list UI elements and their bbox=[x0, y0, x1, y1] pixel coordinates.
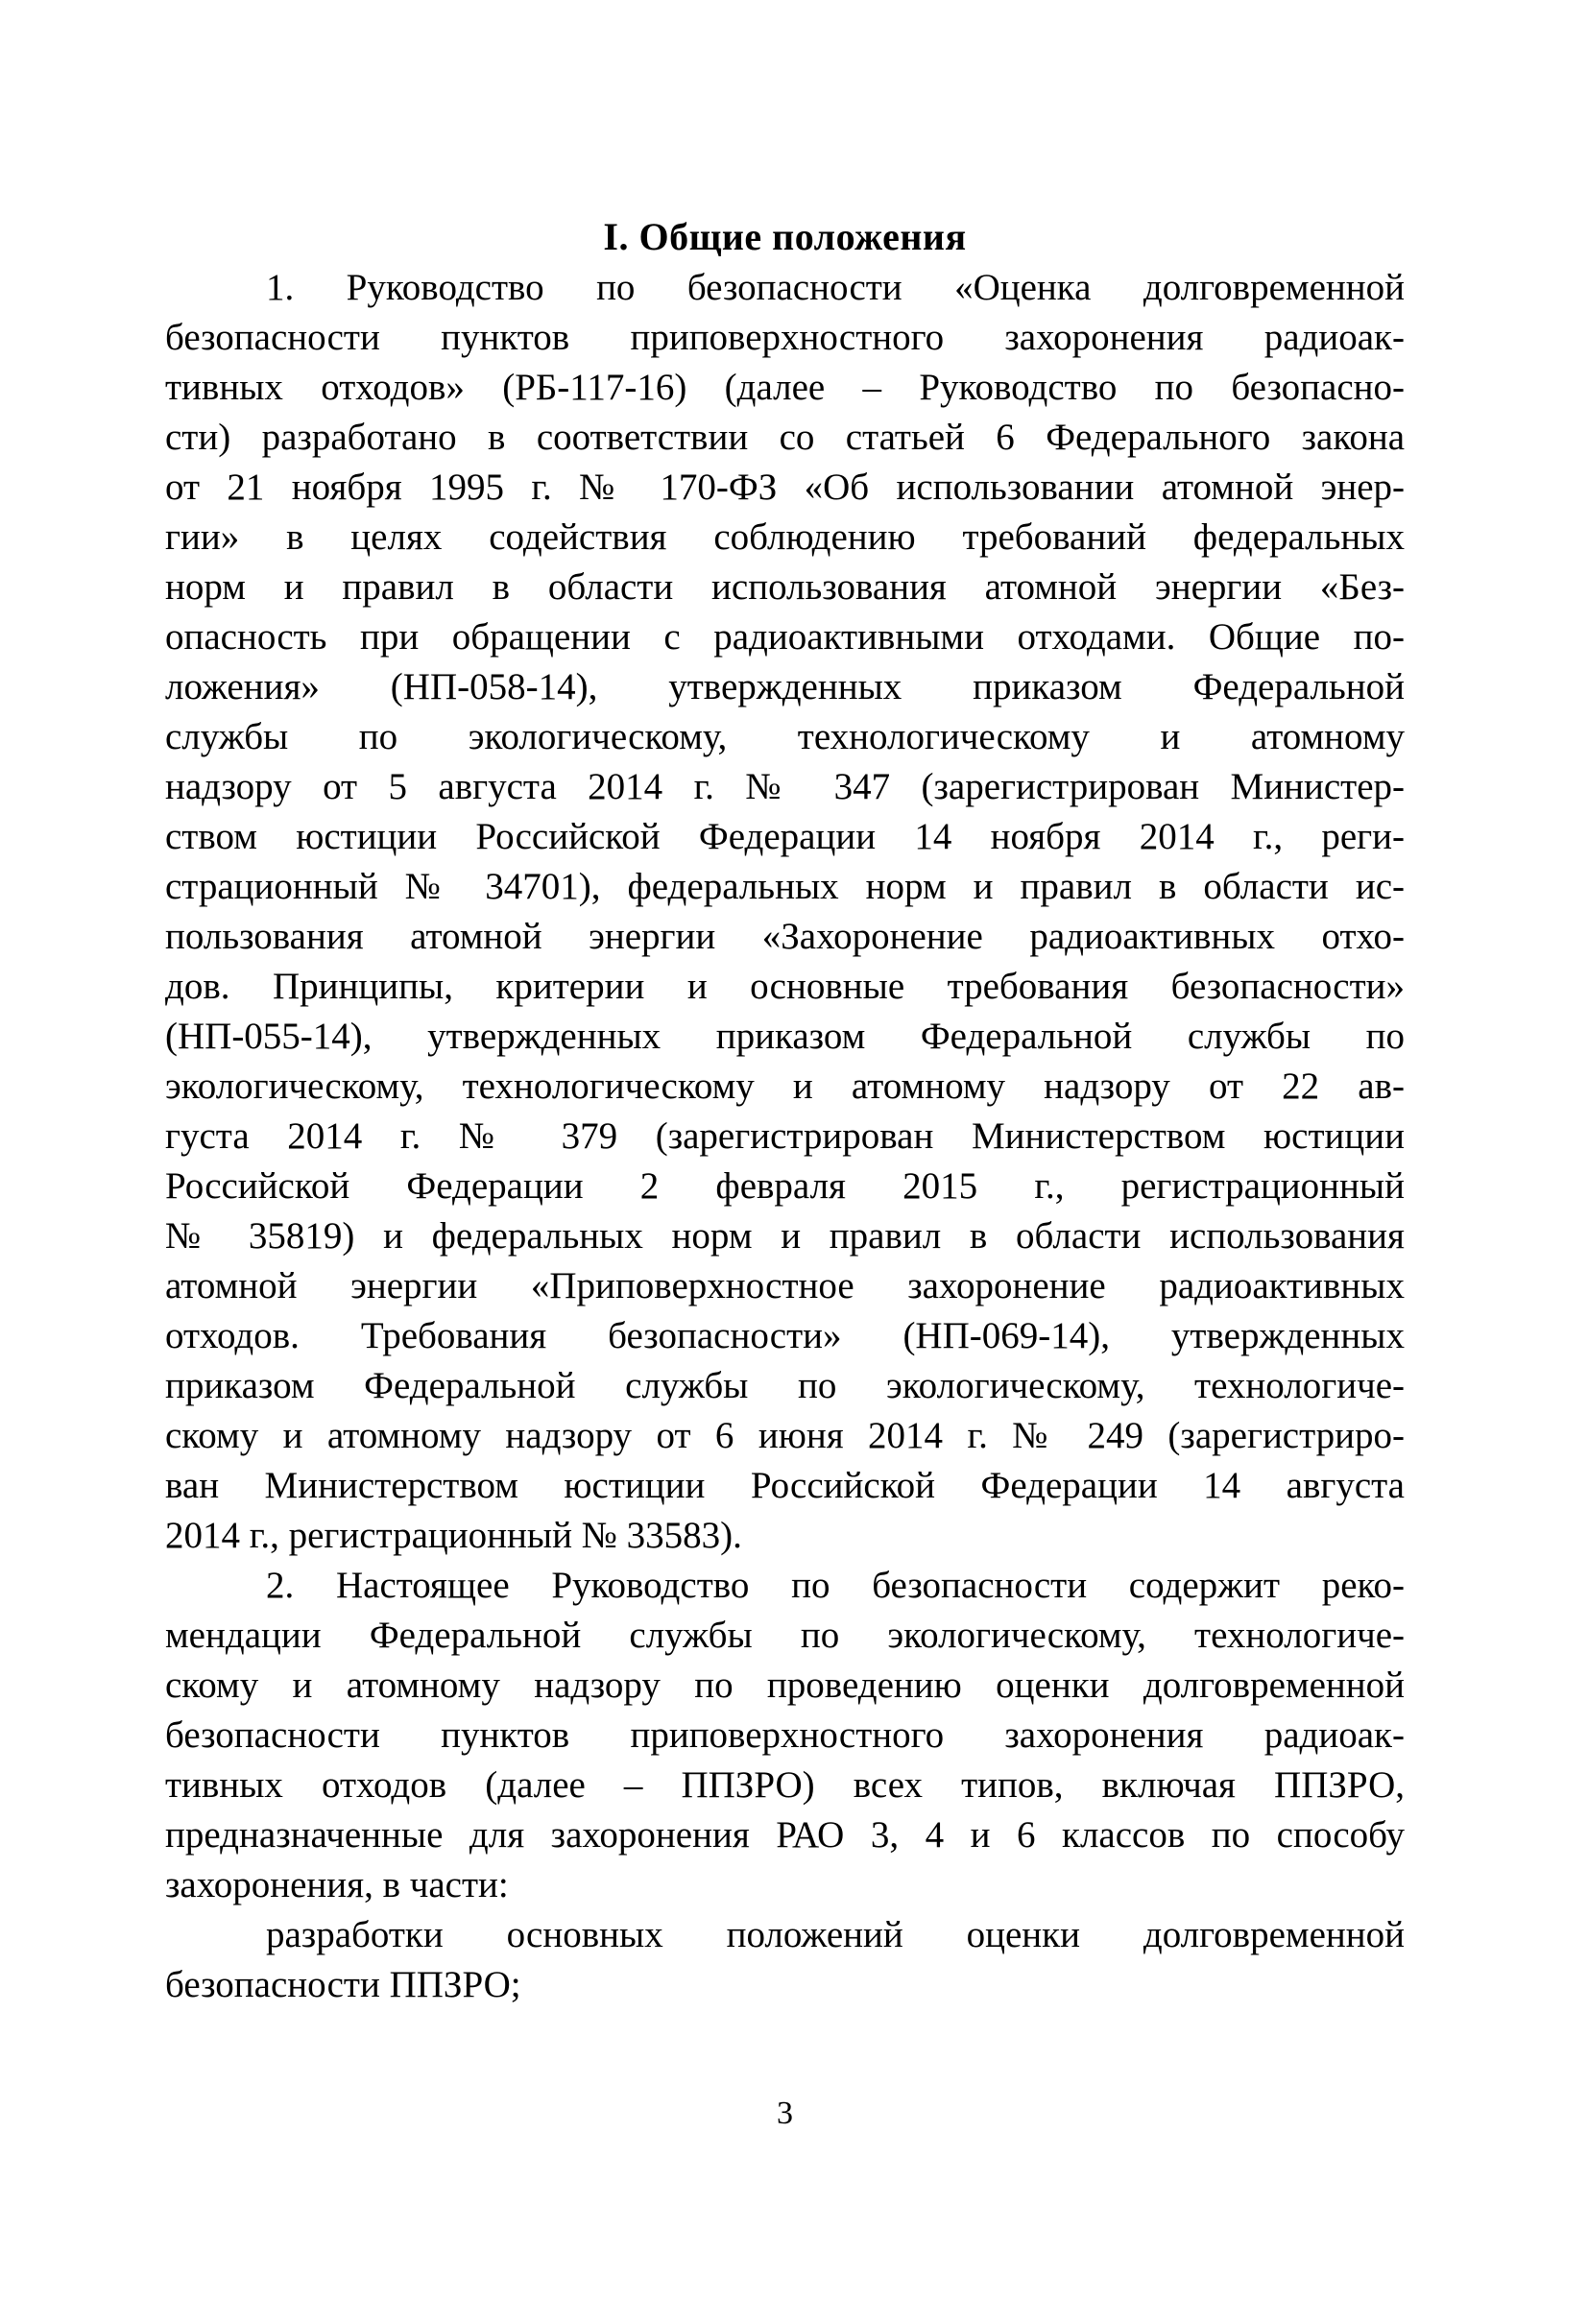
text-line: дов. Принципы, критерии и основные требования безопасности» bbox=[165, 966, 1405, 1007]
text-line: ством юстиции Российской Федерации 14 ноября 2014 г., реги- bbox=[165, 816, 1405, 857]
text-line: гии» в целях содействия соблюдению требований федеральных bbox=[165, 516, 1405, 558]
text-line: (НП-055-14), утвержденных приказом Федеральной службы по bbox=[165, 1016, 1405, 1057]
page-content bbox=[165, 211, 1405, 2010]
text-line: ложения» (НП-058-14), утвержденных приказом Федеральной bbox=[165, 666, 1405, 707]
text-line: безопасности ППЗРО; bbox=[165, 1964, 521, 2005]
text-line: тивных отходов» (РБ-117-16) (далее – Руководство по безопасно- bbox=[165, 367, 1405, 408]
text-line: службы по экологическому, технологическому и атомному bbox=[165, 716, 1405, 757]
text-line: ван Министерством юстиции Российской Федерации 14 августа bbox=[165, 1465, 1405, 1506]
text-line: опасность при обращении с радиоактивными отходами. Общие по- bbox=[165, 616, 1405, 658]
text-line: безопасности пунктов приповерхностного захоронения радиоак- bbox=[165, 317, 1405, 358]
text-line: мендации Федеральной службы по экологическому, технологиче- bbox=[165, 1615, 1405, 1656]
text-line: 1. Руководство по безопасности «Оценка долговременной bbox=[266, 267, 1405, 308]
text-line: № 35819) и федеральных норм и правил в области использования bbox=[165, 1215, 1405, 1257]
text-line: пользования атомной энергии «Захоронение радиоактивных отхо- bbox=[165, 916, 1405, 957]
text-line: скому и атомному надзору по проведению оценки долговременной bbox=[165, 1665, 1405, 1706]
paragraph-1 bbox=[165, 263, 1405, 1561]
page-number: 3 bbox=[777, 2096, 793, 2131]
text-line: страционный № 34701), федеральных норм и правил в области ис- bbox=[165, 866, 1405, 907]
text-line: предназначенные для захоронения РАО 3, 4 и 6 классов по способу bbox=[165, 1814, 1405, 1856]
text-line: густа 2014 г. № 379 (зарегистрирован Министерством юстиции bbox=[165, 1115, 1405, 1157]
paragraph-3 bbox=[165, 1910, 1405, 2010]
text-line: захоронения, в части: bbox=[165, 1864, 509, 1905]
text-line: экологическому, технологическому и атомному надзору от 22 ав- bbox=[165, 1066, 1405, 1107]
text-line: Российской Федерации 2 февраля 2015 г., регистрационный bbox=[165, 1165, 1405, 1207]
text-line: сти) разработано в соответствии со статьей 6 Федерального закона bbox=[165, 417, 1405, 458]
text-line: отходов. Требования безопасности» (НП-069-14), утвержденных bbox=[165, 1315, 1405, 1356]
text-line: тивных отходов (далее – ППЗРО) всех типов, включая ППЗРО, bbox=[165, 1764, 1405, 1806]
text-line: безопасности пунктов приповерхностного захоронения радиоак- bbox=[165, 1714, 1405, 1756]
text-line: приказом Федеральной службы по экологическому, технологиче- bbox=[165, 1365, 1405, 1406]
text-line: разработки основных положений оценки долговременной bbox=[266, 1914, 1405, 1955]
text-line: 2014 г., регистрационный № 33583). bbox=[165, 1515, 742, 1556]
paragraph-2 bbox=[165, 1561, 1405, 1910]
section-heading: I. Общие положения bbox=[603, 215, 967, 258]
text-line: атомной энергии «Приповерхностное захоронение радиоактивных bbox=[165, 1265, 1405, 1306]
text-line: скому и атомному надзору от 6 июня 2014 г. № 249 (зарегистриро- bbox=[165, 1415, 1405, 1456]
text-line: норм и правил в области использования атомной энергии «Без- bbox=[165, 566, 1405, 608]
text-line: 2. Настоящее Руководство по безопасности содержит реко- bbox=[266, 1565, 1405, 1606]
text-line: от 21 ноября 1995 г. № 170-ФЗ «Об использовании атомной энер- bbox=[165, 467, 1405, 508]
text-line: надзору от 5 августа 2014 г. № 347 (зарегистрирован Министер- bbox=[165, 766, 1405, 807]
